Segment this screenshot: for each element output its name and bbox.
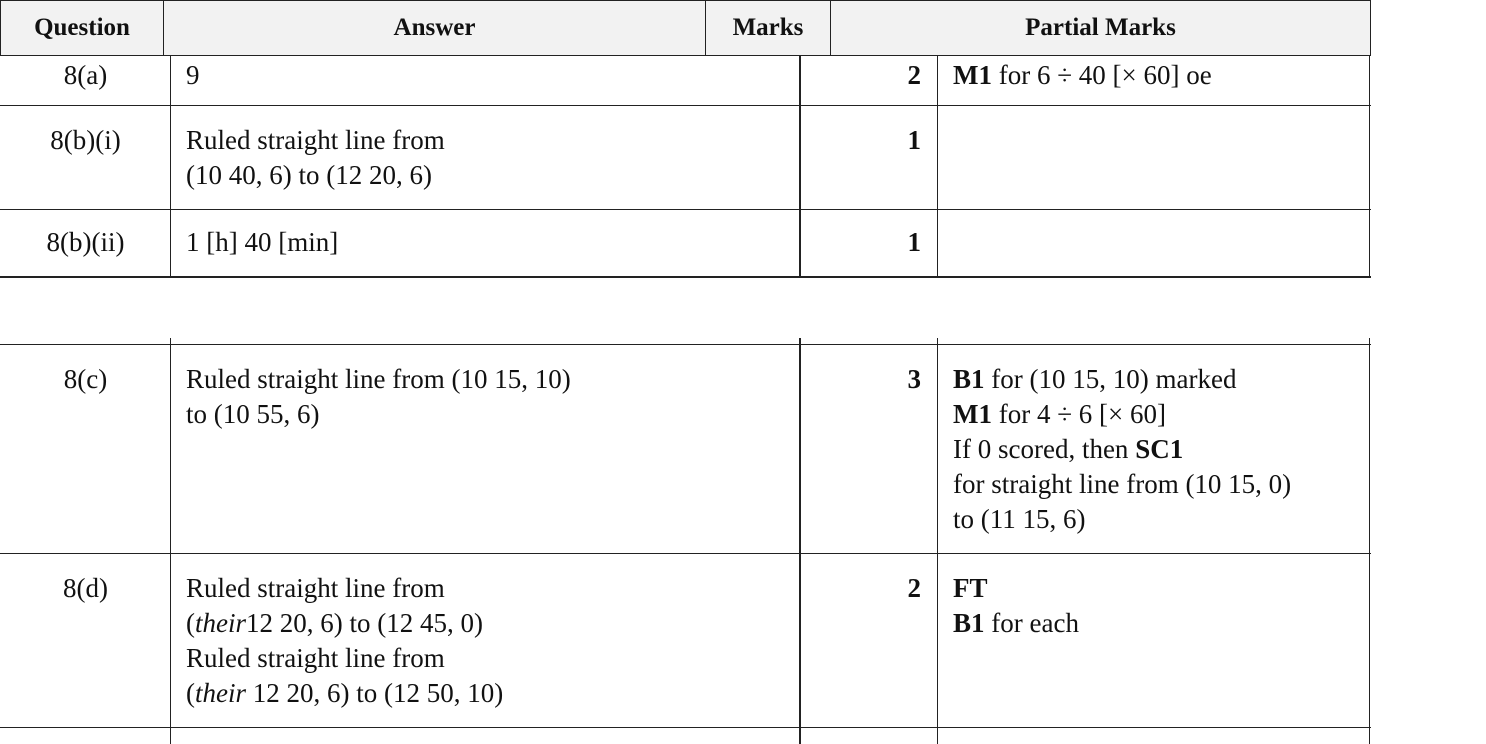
header-marks: Marks: [705, 0, 831, 56]
header-answer: Answer: [163, 0, 706, 56]
partial-line: If 0 scored, then SC1: [953, 434, 1184, 464]
answer-line: (10 40, 6) to (12 20, 6): [186, 160, 432, 190]
upper-table: [0, 56, 1371, 278]
partial-line: to (11 15, 6): [953, 504, 1086, 534]
answer-line: (their12 20, 6) to (12 45, 0): [186, 608, 483, 638]
answer-line: 9: [186, 60, 200, 90]
lower-table: [0, 338, 1371, 744]
question-cell: 8(a): [63, 60, 108, 90]
question-cell: 8(c): [63, 364, 108, 394]
answer-cell: [171, 106, 800, 209]
partial-line: FT: [953, 573, 988, 603]
answer-cell: [171, 554, 800, 727]
answer-cell: [171, 56, 800, 105]
marks-cell: 1: [907, 125, 921, 155]
answer-line: Ruled straight line from: [186, 643, 445, 673]
table-row: [0, 56, 1371, 105]
header-partial-marks: Partial Marks: [830, 0, 1371, 56]
answer-line: (their 12 20, 6) to (12 50, 10): [186, 678, 504, 708]
answer-line: to (10 55, 6): [186, 399, 320, 429]
marks-cell: 1: [907, 227, 921, 257]
answer-line: 1 [h] 40 [min]: [186, 227, 339, 257]
partial-line: B1 for each: [953, 608, 1079, 638]
answer-line: Ruled straight line from: [186, 573, 445, 603]
partial-line: B1 for (10 15, 10) marked: [953, 364, 1237, 394]
partial-marks-cell: [937, 210, 1371, 276]
marks-cell: 2: [907, 573, 921, 603]
question-cell: 8(b)(i): [50, 125, 121, 155]
answer-cell: [171, 210, 800, 276]
table-row: [0, 106, 1371, 209]
question-cell: 8(b)(ii): [46, 227, 125, 257]
partial-marks-cell: [937, 345, 1371, 553]
partial-marks-cell: [937, 56, 1371, 105]
marks-cell: 2: [907, 60, 921, 90]
answer-line: Ruled straight line from: [186, 125, 445, 155]
partial-marks-cell: [937, 554, 1371, 727]
table-row: [0, 554, 1371, 727]
partial-line: for straight line from (10 15, 0): [953, 469, 1292, 499]
partial-line: M1 for 4 ÷ 6 [× 60]: [953, 399, 1166, 429]
answer-line: Ruled straight line from (10 15, 10): [186, 364, 571, 394]
table-row: [0, 210, 1371, 276]
answer-cell: [171, 345, 800, 553]
table-row: [0, 345, 1371, 553]
partial-marks-cell: [937, 106, 1371, 209]
marks-cell: 3: [907, 364, 921, 394]
header-question: Question: [0, 0, 164, 56]
question-cell: 8(d): [63, 573, 108, 603]
partial-line: M1 for 6 ÷ 40 [× 60] oe: [953, 60, 1212, 90]
